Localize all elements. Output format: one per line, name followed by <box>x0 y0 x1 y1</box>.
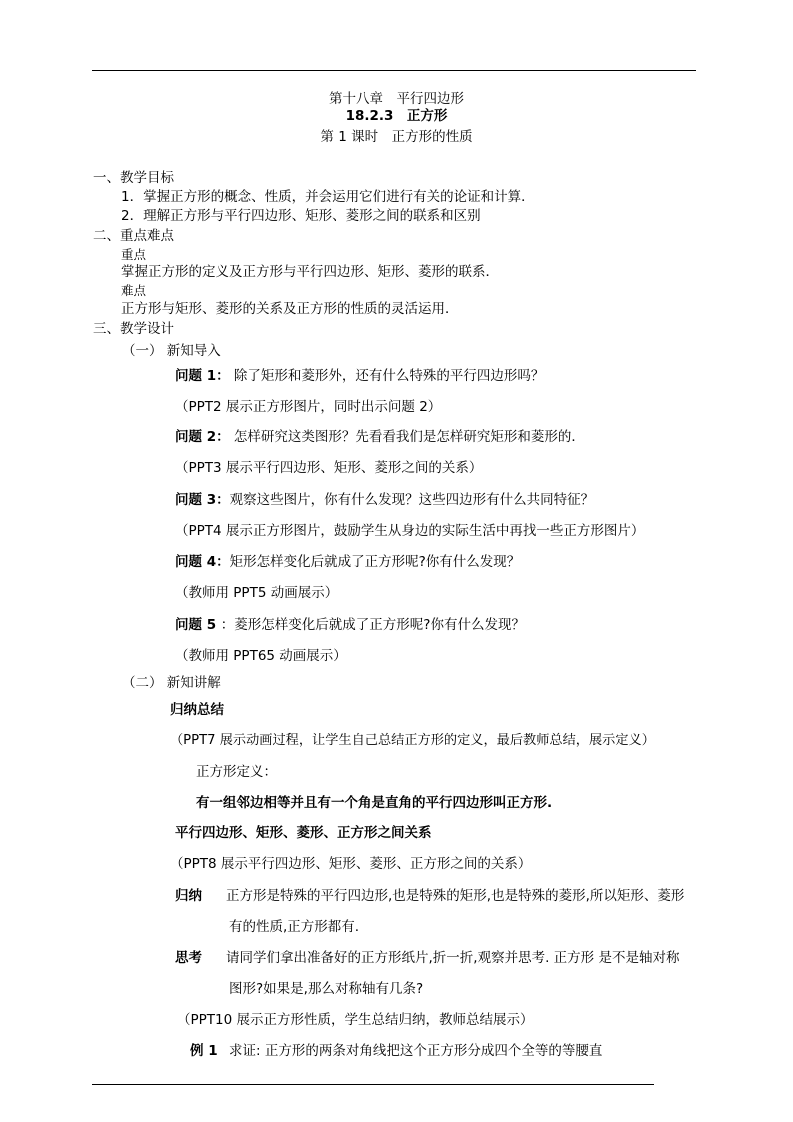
objective-item-1: 1．掌握正方形的概念、性质，并会运用它们进行有关的论证和计算． <box>121 189 535 205</box>
part1-heading: （一） 新知导入 <box>122 343 221 359</box>
question-3-label: 问题 3： <box>175 492 230 508</box>
chapter-title: 第十八章 平行四边形 <box>329 91 464 107</box>
note-ppt8: （PPT8 展示平行四边形、矩形、菱形、正方形之间的关系） <box>170 856 532 872</box>
difficulty-label: 难点 <box>121 283 147 298</box>
induction-label: 归纳 <box>175 888 202 904</box>
induction-line-1: 正方形是特殊的平行四边形,也是特殊的矩形,也是特殊的菱形,所以矩形、菱形 <box>226 888 685 904</box>
question-5-label: 问题 5 <box>175 617 221 633</box>
question-5 <box>175 619 525 633</box>
note-ppt65: （教师用 PPT65 动画展示） <box>175 648 347 664</box>
think-label: 思考 <box>175 950 202 966</box>
design-heading: 三、教学设计 <box>93 321 174 337</box>
think-line-1: 请同学们拿出准备好的正方形纸片,折一折,观察并思考. 正方形 是不是轴对称 <box>226 950 680 966</box>
question-3-text: 观察这些图片，你有什么发现？这些四边形有什么共同特征？ <box>229 492 595 508</box>
part2-heading: （二） 新知讲解 <box>122 675 221 691</box>
note-ppt3: （PPT3 展示平行四边形、矩形、菱形之间的关系） <box>175 460 483 476</box>
note-ppt2: （PPT2 展示正方形图片，同时出示问题 2） <box>175 399 442 415</box>
objectives-heading: 一、教学目标 <box>93 170 174 186</box>
bottom-rule <box>92 1084 654 1085</box>
definition-text: 有一组邻边相等并且有一个角是直角的平行四边形叫正方形. <box>196 795 553 811</box>
question-1-label: 问题 1： <box>175 368 230 384</box>
objective-item-2: 2．理解正方形与平行四边形、矩形、菱形之间的联系和区别 <box>121 208 481 224</box>
example-text: 求证: 正方形的两条对角线把这个正方形分成四个全等的等腰直 <box>229 1043 603 1059</box>
summary-title: 归纳总结 <box>170 702 224 718</box>
note-ppt5: （教师用 PPT5 动画展示） <box>175 585 339 601</box>
question-5-text: ：菱形怎样变化后就成了正方形呢?你有什么发现？ <box>220 617 525 633</box>
note-ppt7: （PPT7 展示动画过程，让学生自己总结正方形的定义，最后教师总结，展示定义） <box>170 733 655 748</box>
question-2-label: 问题 2： <box>175 429 230 445</box>
difficulty-text: 正方形与矩形、菱形的关系及正方形的性质的灵活运用． <box>121 301 459 317</box>
question-2-text: 怎样研究这类图形？先看看我们是怎样研究矩形和菱形的． <box>229 429 585 445</box>
key-label: 重点 <box>121 247 147 262</box>
keypoints-heading: 二、重点难点 <box>93 228 174 244</box>
key-text: 掌握正方形的定义及正方形与平行四边形、矩形、菱形的联系． <box>121 264 499 280</box>
note-ppt4: （PPT4 展示正方形图片，鼓励学生从身边的实际生活中再找一些正方形图片） <box>175 523 645 539</box>
think-line-2: 图形?如果是,那么对称轴有几条? <box>229 981 424 997</box>
relationship-title: 平行四边形、矩形、菱形、正方形之间关系 <box>175 825 432 841</box>
question-2 <box>175 431 585 445</box>
question-4-label: 问题 4： <box>175 554 230 570</box>
question-1 <box>175 370 544 384</box>
question-1-text: 除了矩形和菱形外，还有什么特殊的平行四边形吗？ <box>229 368 545 384</box>
question-4 <box>175 556 520 570</box>
induction-line-2: 有的性质,正方形都有. <box>229 919 360 935</box>
example-label: 例 1 <box>190 1043 218 1059</box>
lesson-title: 第 1 课时 正方形的性质 <box>320 129 473 145</box>
question-3 <box>175 494 594 508</box>
section-title: 18.2.3 正方形 <box>345 108 448 124</box>
top-rule <box>92 70 696 71</box>
question-4-text: 矩形怎样变化后就成了正方形呢?你有什么发现？ <box>229 554 521 570</box>
definition-label: 正方形定义： <box>196 764 277 780</box>
note-ppt10: （PPT10 展示正方形性质，学生总结归纳，教师总结展示） <box>177 1012 534 1028</box>
